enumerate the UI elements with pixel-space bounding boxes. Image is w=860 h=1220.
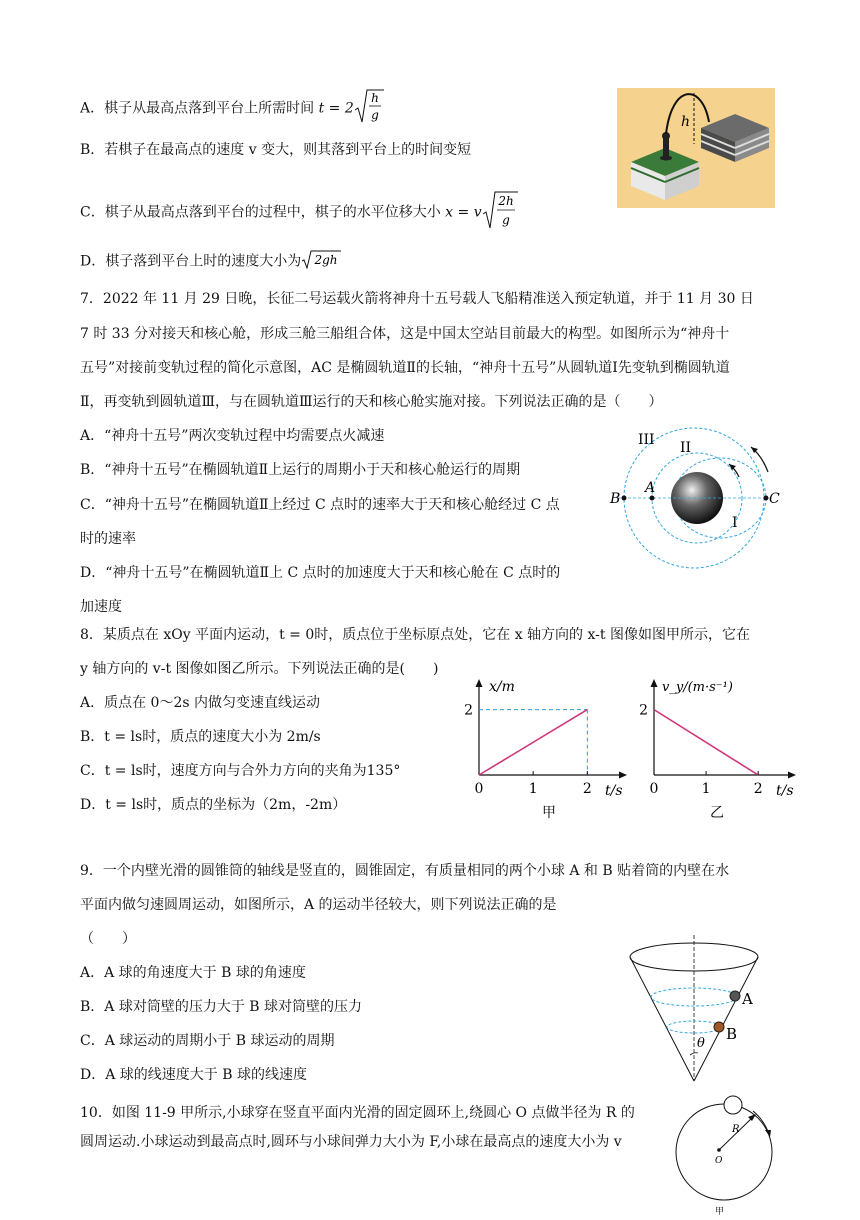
label-b: B <box>610 491 621 507</box>
q6-option-d-text: D．棋子落到平台上时的速度大小为 <box>80 253 302 270</box>
chart-jia-ylabel: x/m <box>489 679 515 695</box>
q9-option-d: D．A 球的线速度大于 B 球的线速度 <box>80 1067 307 1083</box>
sqrt-icon <box>354 88 384 129</box>
q7-option-d-line2: 加速度 <box>80 599 122 615</box>
label-r: R <box>732 1124 740 1135</box>
ball-b <box>714 1022 724 1032</box>
ring-figure <box>668 1094 780 1216</box>
chart-jia-title: 甲 <box>542 805 556 821</box>
q8-option-a: A．质点在 0～2s 内做匀变速直线运动 <box>80 695 321 711</box>
chart-jia-xlabel: t/s <box>605 783 623 799</box>
q6-a-den: g <box>370 108 379 122</box>
x-tick-label: 0 <box>474 781 484 797</box>
label-o: O <box>715 1156 723 1166</box>
q7-option-c-line2: 时的速率 <box>80 531 136 547</box>
series-line <box>654 710 758 775</box>
q6-option-c-formula: x = v <box>445 204 482 221</box>
q8-option-d: D．t = ls时，质点的坐标为（2m，-2m） <box>80 797 347 813</box>
series-line <box>479 710 587 775</box>
label-b: B <box>726 1025 738 1043</box>
chart-jia <box>455 675 635 823</box>
q9-option-a: A．A 球的角速度大于 B 球的角速度 <box>80 965 306 981</box>
x-tick-label: 0 <box>649 781 659 797</box>
q7-option-a: A．“神舟十五号”两次变轨过程中均需要点火减速 <box>80 428 385 444</box>
x-axis-arrow <box>788 772 796 779</box>
q6-option-a-text: A．棋子从最高点落到平台上所需时间 <box>80 100 315 117</box>
q9-line-1: 9．一个内壁光滑的圆锥筒的轴线是竖直的，圆锥固定，有质量相同的两个小球 A 和 B 贴着筒的内壁在水 <box>80 863 730 879</box>
sqrt-icon <box>301 249 341 274</box>
q7-option-d-line1: D．“神舟十五号”在椭圆轨道Ⅱ上 C 点时的加速度大于天和核心舱在 C 点时的 <box>80 565 561 581</box>
ball-a <box>730 991 740 1001</box>
orbit-figure <box>608 422 788 572</box>
q8-option-c: C．t = ls时，速度方向与合外力方向的夹角为135° <box>80 763 401 779</box>
q6-option-d <box>80 249 341 274</box>
q7-option-c-line1: C．“神舟十五号”在椭圆轨道Ⅱ上经过 C 点时的速率大于天和核心舱经过 C 点 <box>80 497 560 513</box>
q6-option-b: B．若棋子在最高点的速度 v 变大，则其落到平台上的时间变短 <box>80 142 472 158</box>
q6-c-num: 2h <box>497 194 514 208</box>
q6-option-a-formula: t = 2 <box>318 100 354 117</box>
chess-jump-figure <box>617 88 775 208</box>
q10-line-2: 圆周运动.小球运动到最高点时,圆环与小球间弹力大小为 F,小球在最高点的速度大小为 v <box>80 1134 622 1150</box>
q9-line-3: （ ） <box>80 931 136 947</box>
h-label: h <box>681 114 691 130</box>
q9-option-c: C．A 球运动的周期小于 B 球运动的周期 <box>80 1033 335 1049</box>
chart-yi-ylabel: v_y/(m·s⁻¹) <box>662 680 733 695</box>
q9-line-2: 平面内做匀速圆周运动，如图所示，A 的运动半径较大，则下列说法正确的是 <box>80 897 557 913</box>
q8-line-1: 8．某质点在 xOy 平面内运动，t = 0时，质点位于坐标原点处，它在 x 轴方向的 x-t 图像如图甲所示，它在 <box>80 627 750 643</box>
x-tick-label: 2 <box>582 781 592 797</box>
q6-option-c <box>80 190 518 235</box>
label-a: A <box>742 990 753 1008</box>
ball <box>724 1096 742 1114</box>
label-theta: θ <box>697 1036 705 1051</box>
chart-yi-xlabel: t/s <box>776 783 794 799</box>
label-iii: III <box>638 432 655 448</box>
label-i: I <box>732 515 738 531</box>
q8-option-b: B．t = ls时，质点的速度大小为 2m/s <box>80 729 321 745</box>
q10-line-1: 10．如图 11-9 甲所示,小球穿在竖直平面内光滑的固定圆环上,绕圆心 O 点做半径为 R 的 <box>80 1105 635 1121</box>
label-a: A <box>645 480 656 496</box>
y-axis-arrow <box>651 679 658 687</box>
x-tick-label: 1 <box>528 781 538 797</box>
y-tick-label: 2 <box>639 702 648 719</box>
q6-option-a <box>80 88 384 129</box>
q6-c-den: g <box>501 213 510 227</box>
q7-line-1: 7．2022 年 11 月 29 日晚，长征二号运载火箭将神舟十五号载人飞船精准送入预定轨道，并于 11 月 30 日 <box>80 291 754 307</box>
label-ii: II <box>680 440 692 456</box>
q7-option-b: B．“神舟十五号”在椭圆轨道Ⅱ上运行的周期小于天和核心舱运行的周期 <box>80 462 521 478</box>
chart-yi <box>630 675 810 823</box>
q7-line-4: Ⅱ，再变轨到圆轨道Ⅲ，与在圆轨道Ⅲ运行的天和核心舱实施对接。下列说法正确的是（ ） <box>80 394 663 410</box>
cone-figure <box>622 935 772 1083</box>
y-axis-arrow <box>476 679 483 687</box>
q8-line-2: y 轴方向的 v-t 图像如图乙所示。下列说法正确的是( ) <box>80 661 439 677</box>
x-axis-arrow <box>619 772 627 779</box>
q9-option-b: B．A 球对筒壁的压力大于 B 球对筒壁的压力 <box>80 999 363 1015</box>
q6-a-num: h <box>370 91 379 105</box>
y-tick-label: 2 <box>464 702 473 719</box>
chart-yi-title: 乙 <box>710 805 724 821</box>
x-tick-label: 2 <box>753 781 763 797</box>
q7-line-3: 五号”对接前变轨过程的简化示意图，AC 是椭圆轨道Ⅱ的长轴，“神舟十五号”从圆轨道Ⅰ先变轨到椭圆轨道 <box>80 360 730 376</box>
x-tick-label: 1 <box>701 781 711 797</box>
label-c: C <box>769 491 780 507</box>
q6-option-c-text: C．棋子从最高点落到平台的过程中，棋子的水平位移大小 <box>80 204 441 221</box>
sqrt-icon <box>482 190 518 235</box>
q6-d-formula: 2gh <box>314 253 338 267</box>
q7-line-2: 7 时 33 分对接天和核心舱，形成三舱三船组合体，这是中国太空站目前最大的构型。如图所示为“神舟十 <box>80 326 730 342</box>
ring-caption: 甲 <box>715 1207 725 1216</box>
